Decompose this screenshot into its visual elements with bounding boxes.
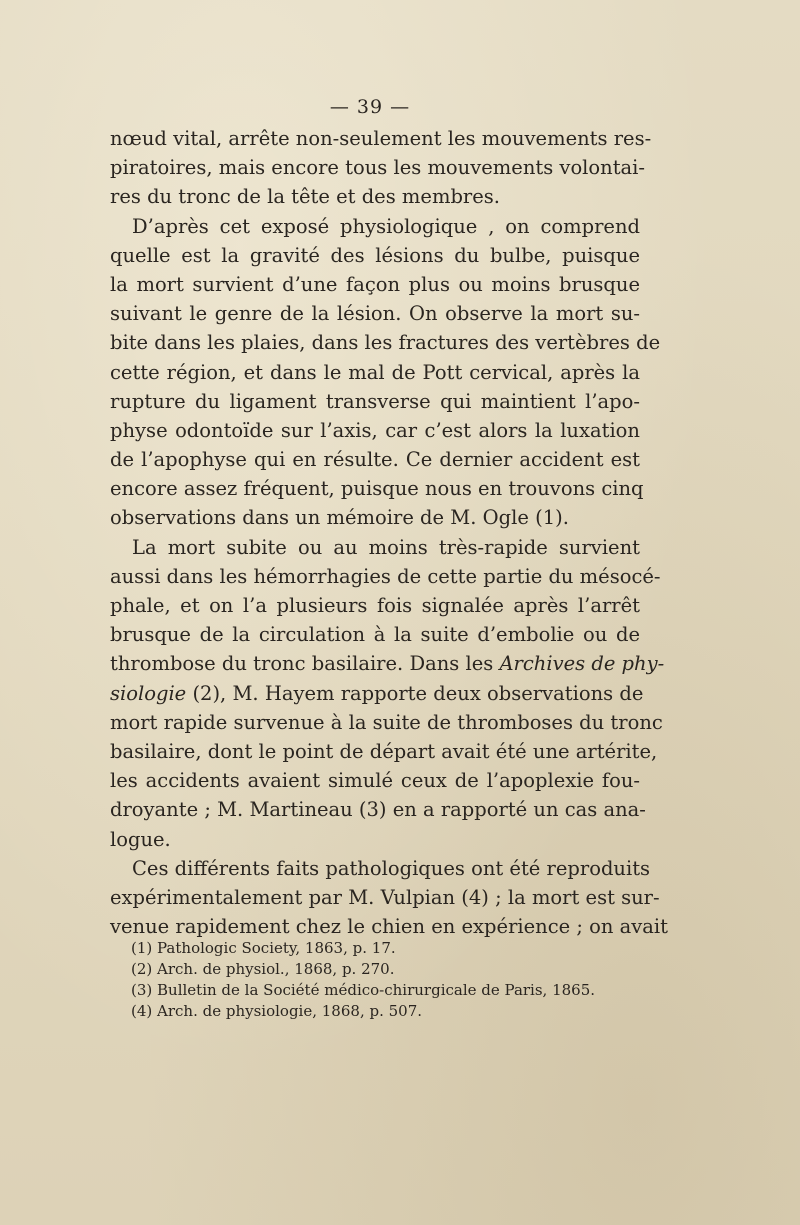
text-segment: thrombose du tronc basilaire. Dans les [110, 652, 494, 676]
footnote: (4) Arch. de physiologie, 1868, p. 507. [131, 1002, 423, 1020]
text-line: logue. [110, 827, 171, 851]
text-line: D’après cet exposé physiologique , on comprend [132, 214, 640, 238]
text-line: les accidents avaient simulé ceux de l’apoplexie fou- [110, 769, 640, 793]
italic-title: Archives de phy- [499, 652, 665, 676]
text-line: cette région, et dans le mal de Pott cervical, après la [110, 360, 640, 384]
text-line: suivant le genre de la lésion. On observe la mort su- [110, 302, 640, 326]
text-line: venue rapidement chez le chien en expérience ; on avait [110, 915, 668, 939]
text-line: la mort survient d’une façon plus ou moins brusque [110, 272, 640, 296]
italic-title: siologie [110, 681, 187, 705]
text-line: droyante ; M. Martineau (3) en a rapporté un cas ana- [110, 798, 646, 822]
text-line: observations dans un mémoire de M. Ogle (1). [110, 506, 569, 530]
text-line: nœud vital, arrête non-seulement les mouvements res- [110, 127, 652, 150]
text-line: Ces différents faits pathologiques ont été reproduits [132, 856, 651, 880]
text-line: encore assez fréquent, puisque nous en trouvons cinq [110, 477, 644, 501]
text-segment: (2), M. Hayem rapporte deux observations de [192, 681, 644, 705]
text-line: basilaire, dont le point de départ avait été une artérite, [110, 739, 658, 763]
text-line: expérimentalement par M. Vulpian (4) ; la mort est sur- [110, 885, 660, 909]
text-line: phale, et on l’a plusieurs fois signalée après l’arrêt [110, 594, 640, 617]
footnote: (3) Bulletin de la Société médico-chirurgicale de Paris, 1865. [131, 981, 596, 999]
text-line: de l’apophyse qui en résulte. Ce dernier accident est [110, 448, 640, 472]
text-line: brusque de la circulation à la suite d’embolie ou de [110, 623, 640, 647]
text-line: piratoires, mais encore tous les mouvements volontai- [110, 156, 646, 180]
text-line: bite dans les plaies, dans les fractures des vertèbres de [110, 331, 661, 355]
text-line: rupture du ligament transverse qui maintient l’apo- [110, 389, 640, 413]
body-text [110, 124, 668, 941]
text-line: mort rapide survenue à la suite de thromboses du tronc [110, 710, 663, 734]
page-number: — 39 — [329, 96, 411, 118]
footnote: (1) Pathologic Society, 1863, p. 17. [131, 939, 396, 957]
text-line: aussi dans les hémorrhagies de cette partie du mésocé- [110, 564, 661, 588]
footnotes [131, 938, 651, 1022]
footnote: (2) Arch. de physiol., 1868, p. 270. [131, 960, 395, 978]
text-line: La mort subite ou au moins très-rapide survient [132, 535, 640, 559]
text-line: physe odontoïde sur l’axis, car c’est alors la luxation [110, 418, 640, 442]
text-line: quelle est la gravité des lésions du bulbe, puisque [110, 243, 640, 267]
text-line: res du tronc de la tête et des membres. [110, 185, 500, 209]
text-line [110, 649, 665, 678]
text-line [110, 679, 644, 708]
